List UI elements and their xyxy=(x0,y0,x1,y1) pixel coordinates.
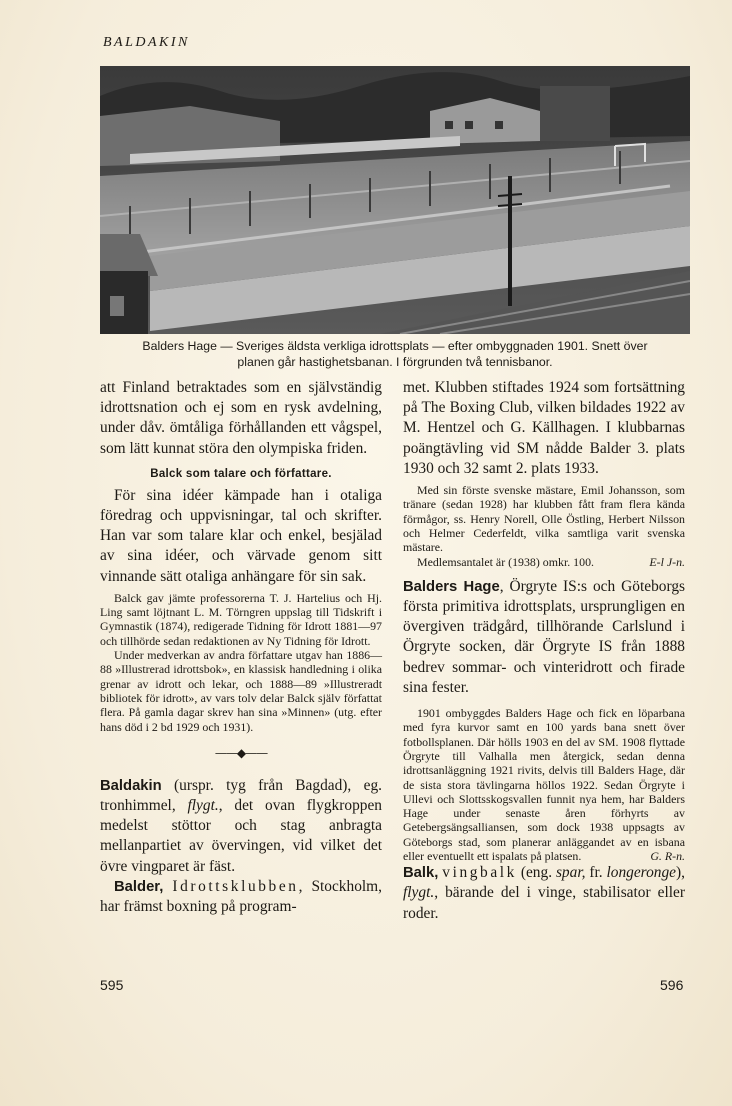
caption-line-2: planen går hastighetsbanan. I förgrunden två tennisbanor. xyxy=(237,355,553,369)
photo-caption xyxy=(100,338,690,370)
paragraph-finland: att Finland betraktades som en självständig idrottsnation och ej som en rysk avdelning, under dåv. ömtåliga förhållanden ett vågspel, som lätt kunnat störa den olympiska friden. xyxy=(100,379,382,457)
photo-icon xyxy=(100,66,690,334)
paragraph-balck-tidskrift: Balck gav jämte professorerna T. J. Hartelius och Hj. Ling samt löjtnant L. M. Törngren uppslag till Tidskrift i Gymnastik (1874), redigerade Tidning för Idrott 1881—97 och tillhörde sedan redaktionen av Ny Tidning för Idrott. xyxy=(100,590,382,648)
balk-text-4: , bärande del i vinge, stabilisator eller roder. xyxy=(403,884,685,922)
section-heading-balck: Balck som talare och författare. xyxy=(150,467,332,480)
balk-text-3: ), xyxy=(676,864,685,882)
headword-balder: Balder, xyxy=(114,878,164,895)
baldakin-text-1: (urspr. tyg från Bagdad), eg. tronhimmel, xyxy=(100,776,382,814)
paragraph-balck-idrottsbok: Under medverkan av andra författare utgav han 1886—88 »Illustrerad idrottsbok», en klassisk handledning i olika grenar av idrott och lekar, och 1888—89 »Illustreradt bibliotek för idrott», av vars tolv delar Balck själv författat flera. På gamla dagar skrev han sina »Minnen» (utg. efter hans död i 2 bd 1929 och 1931). xyxy=(100,648,382,734)
headword-balk: Balk, xyxy=(403,865,439,882)
section-ornament: ——◆—— xyxy=(214,745,268,760)
headword-baldakin: Baldakin xyxy=(100,777,162,794)
page-number-right: 596 xyxy=(660,977,684,993)
balk-spar: spar, xyxy=(555,864,586,882)
entry-balk xyxy=(403,863,685,924)
running-head: BALDAKIN xyxy=(103,35,190,50)
caption-line-1: Balders Hage — Sveriges äldsta verkliga idrottsplats — efter ombyggnaden 1901. Snett över xyxy=(142,339,648,353)
balder-text: , Stockholm, har främst boxning på program- xyxy=(100,877,382,916)
left-column xyxy=(100,378,382,917)
baldakin-abbr-flygt: flygt. xyxy=(187,797,219,814)
paragraph-balck-talare: För sina idéer kämpade han i otaliga föredrag och uppvisningar, tal och skrifter. Han var som talare klar och enkel, besjälad av sina idéer, och värvade genom sitt vinnande sätt otaliga anhängare för sin sak. xyxy=(100,486,382,585)
page-number-left: 595 xyxy=(100,977,124,993)
stadium-photo xyxy=(100,66,690,334)
signature-eljn: E-l J-n. xyxy=(649,554,685,569)
balk-spaced-name: vingbalk xyxy=(442,864,517,882)
paragraph-balder-klubb: met. Klubben stiftades 1924 som fortsättning på The Boxing Club, vilken bildades 1922 av M. Hentzel och G. Källhagen. I klubbarnas poängtävling vid SM nådde Balder 3. plats 1930 och 32 samt 2. plats 1933. xyxy=(403,379,685,477)
balk-text-1: (eng. xyxy=(516,864,556,882)
signature-grn: G. R-n. xyxy=(650,848,685,863)
entry-baldakin xyxy=(100,776,382,877)
hage-ombyggnad-text: 1901 ombyggdes Balders Hage och fick en löparbana med fyra kurvor samt en 100 yards bana snett över fotbollsplanen. Där hölls 1903 en del av SM. 1908 flyttade Örgryte till Valhalla men återgick, sedan denna idrottsanläggning 1921 rivits, delvis till Balders Hage, där de sista stora tävlingarna höllos 1922. Sedan Örgryte i Ullevi och Slottsskogsvallen funnit nya hem, har Balders Hage under senaste åren förhyrts av Getebergsängsalliansen, som dock 1938 uppsagts av Göteborgs stad, som planerar anläggandet av en isbana eller eventuellt ett ispalats på platsen. xyxy=(403,706,685,863)
entry-balder xyxy=(100,877,382,917)
right-column xyxy=(403,378,685,924)
balders-hage-text: , Örgryte IS:s och Göteborgs första primitiva idrottsplats, ursprungligen en övergiven trädgård, tillhörande Carlslund i Örgryte socken, där Örgryte IS från 1888 bedrev sommar- och vinteridrott och firade sina fester. xyxy=(403,577,685,696)
entry-balders-hage xyxy=(403,577,685,698)
balk-abbr-flygt: flygt. xyxy=(403,884,435,902)
headword-balders-hage: Balders Hage xyxy=(403,578,500,595)
balder-spaced-name: Idrottsklubben xyxy=(172,877,299,895)
balk-longeronge: longeronge xyxy=(606,864,677,882)
medlemmar-text: Medlemsantalet är (1938) omkr. 100. xyxy=(417,554,594,569)
balk-text-2: fr. xyxy=(585,864,607,882)
baldakin-text-2: , det ovan flygkroppen medelst stöttor och stag anbragta mellanpartiet av övervingen, vid vilket det övre vingparet är fäst. xyxy=(100,797,382,875)
paragraph-hage-ombyggnad xyxy=(403,706,685,863)
paragraph-balder-medlemmar xyxy=(403,555,685,569)
paragraph-balder-mastare: Med sin förste svenske mästare, Emil Johansson, som tränare (sedan 1928) har klubben fått fram flera kända förmågor, ss. Henry Norell, Olle Östling, Herbert Nilsson och Helmer Cederfeldt, vilka samtliga varit svenska mästare. xyxy=(403,483,685,555)
